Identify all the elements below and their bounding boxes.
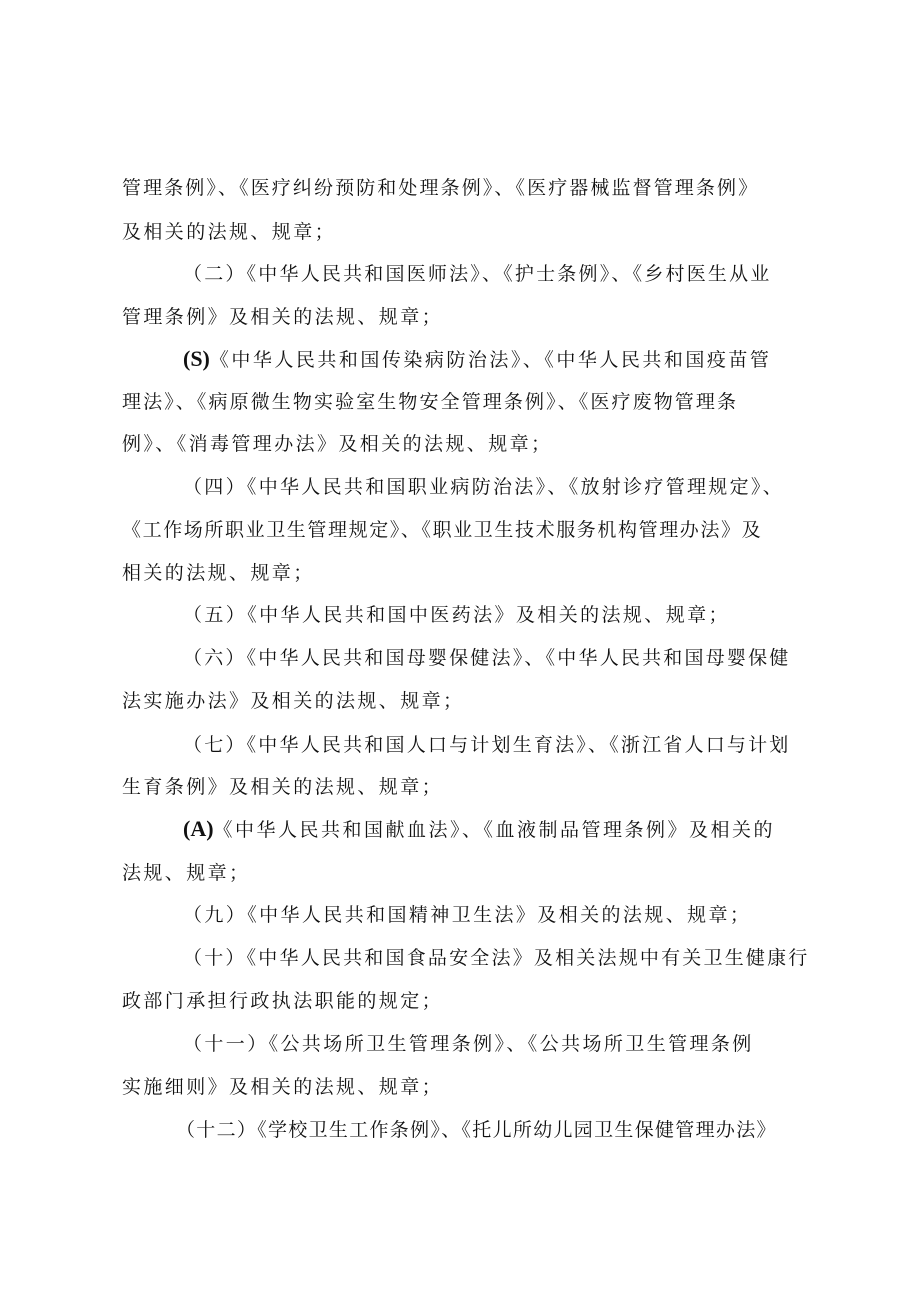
text-line — [183, 816, 775, 843]
text-line: 实施细则》及相关的法规、规章； — [122, 1076, 444, 1098]
text-line: 及相关的法规、规章； — [122, 221, 337, 243]
text-line: 生育条例》及相关的法规、规章； — [122, 776, 444, 798]
text-line: （四）《中华人民共和国职业病防治法》、《放射诊疗管理规定》、 — [183, 476, 785, 498]
item-marker: (A) — [183, 816, 214, 841]
text-line: 法实施办法》及相关的法规、规章； — [122, 690, 465, 712]
text-line: 相关的法规、规章； — [122, 562, 315, 584]
text-line: （二）《中华人民共和国医师法》、《护士条例》、《乡村医生从业 — [183, 263, 772, 285]
text-line: （七）《中华人民共和国人口与计划生育法》、《浙江省人口与计划 — [183, 734, 791, 756]
text-line: （十二）《学校卫生工作条例》、《托儿所幼儿园卫生保健管理办法》 — [176, 1119, 777, 1141]
text-line: 理法》、《病原微生物实验室生物安全管理条例》、《医疗废物管理条 — [122, 391, 739, 413]
text-line: （十）《中华人民共和国食品安全法》及相关法规中有关卫生健康行 — [183, 947, 810, 969]
text-line: 例》、《消毒管理办法》及相关的法规、规章； — [122, 433, 553, 455]
text-line: 管理条例》、《医疗纠纷预防和处理条例》、《医疗器械监督管理条例》 — [122, 177, 760, 199]
text-line — [183, 346, 771, 373]
text-line: 法规、规章； — [122, 862, 251, 884]
text-line: （五）《中华人民共和国中医药法》及相关的法规、规章； — [183, 604, 730, 626]
text-line: （六）《中华人民共和国母婴保健法》、《中华人民共和国母婴保健 — [183, 647, 791, 669]
text-line: 政部门承担行政执法职能的规定； — [122, 990, 444, 1012]
text-line: （九）《中华人民共和国精神卫生法》及相关的法规、规章； — [183, 904, 752, 926]
text-line-body: 《中华人民共和国献血法》、《血液制品管理条例》及相关的 — [213, 819, 776, 841]
text-line: （十一）《公共场所卫生管理条例》、《公共场所卫生管理条例 — [183, 1033, 754, 1055]
item-marker: (S) — [183, 346, 210, 371]
text-line: 管理条例》及相关的法规、规章； — [122, 306, 444, 328]
text-line: 《工作场所职业卫生管理规定》、《职业卫生技术服务机构管理办法》及 — [122, 519, 763, 541]
text-line-body: 《中华人民共和国传染病防治法》、《中华人民共和国疫苗管 — [209, 349, 772, 371]
